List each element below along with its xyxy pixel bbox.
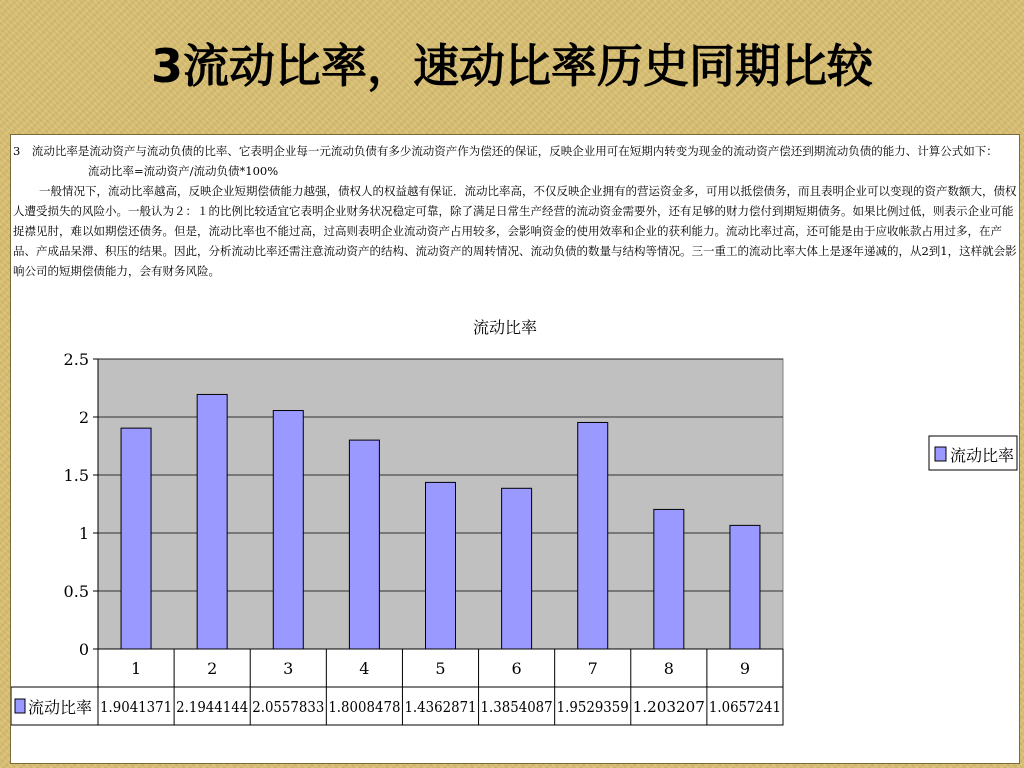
data-table-value: 1.4362871 [404, 698, 477, 716]
current-ratio-chart [11, 135, 1019, 763]
data-table-value: 2.1944144 [176, 698, 249, 716]
x-tick-label: 1 [130, 659, 142, 678]
formula-line: 流动比率=流动资产/流动负债*100% [88, 164, 279, 178]
data-table-value: 1.3854087 [480, 698, 553, 716]
data-table-value: 1.8008478 [328, 698, 401, 716]
bar-6 [502, 488, 532, 649]
x-tick-label: 4 [359, 659, 370, 678]
data-table-value: 2.0557833 [252, 698, 325, 716]
data-table-value: 1.9041371 [100, 698, 173, 716]
bar-4 [349, 440, 379, 649]
x-tick-label: 7 [587, 659, 598, 678]
y-tick-label: 1.5 [63, 466, 89, 485]
paragraph-definition: 3 流动比率是流动资产与流动负债的比率、它表明企业每一元流动负债有多少流动资产作为偿还的保证，反映企业用可在短期内转变为现金的流动资产偿还到期流动负债的能力、计算公式如下： [13, 144, 998, 158]
bar-9 [730, 525, 760, 649]
bar-2 [197, 394, 227, 649]
bar-7 [578, 422, 608, 649]
y-tick-label: 1 [78, 524, 89, 543]
x-tick-label: 5 [435, 659, 446, 678]
bar-5 [426, 482, 456, 649]
data-table-value: 1.203207 [632, 698, 705, 716]
y-tick-label: 2.5 [63, 350, 89, 369]
legend-label: 流动比率 [950, 446, 1015, 465]
paragraph-analysis: 一般情况下，流动比率越高，反映企业短期偿债能力越强，债权人的权益越有保证．流动比率高，不仅反映企业拥有的营运资金多，可用以抵偿债务，而且表明企业可以变现的资产数额大，债权人遭受损失的风险小。一般认为２：１的比例比较适宜它表明企业财务状况稳定可靠，除了满足日常生产经营的流动资金需要外，还有足够的财力偿付到期短期债务。如果比例过低，则表示企业可能捉襟见肘，难以如期偿还债务。但是，流动比率也不能过高，过高则表明企业流动资产占用较多，会影响资金的使用效率和企业的获利能力。流动比率过高，还可能是由于应收帐款占用过多，在产品、产成品呆滞、积压的结果。因此，分析流动比率还需注意流动资产的结构、流动资产的周转情况、流动负债的数量与结构等情况。三一重工的流动比率大体上是逐年递减的，从2到1，这样就会影响公司的短期偿债能力，会有财务风险。 [13, 184, 1017, 278]
x-tick-label: 2 [207, 659, 218, 678]
content-panel [10, 134, 1020, 764]
x-tick-label: 8 [663, 659, 674, 678]
chart-title: 流动比率 [472, 318, 538, 337]
data-table-value: 1.0657241 [708, 698, 781, 716]
y-tick-label: 0 [78, 640, 89, 659]
y-tick-label: 2 [78, 408, 89, 427]
legend-swatch [935, 447, 946, 461]
bar-1 [121, 428, 151, 649]
bar-8 [654, 509, 684, 649]
bar-3 [273, 411, 303, 649]
table-legend-key [15, 699, 25, 713]
x-tick-label: 9 [739, 659, 751, 678]
x-tick-label: 6 [511, 659, 522, 678]
y-tick-label: 0.5 [63, 582, 89, 601]
x-tick-label: 3 [283, 659, 294, 678]
data-table-value: 1.9529359 [556, 698, 629, 716]
table-series-label: 流动比率 [28, 698, 93, 717]
slide-title: 3流动比率，速动比率历史同期比较 [150, 39, 873, 93]
